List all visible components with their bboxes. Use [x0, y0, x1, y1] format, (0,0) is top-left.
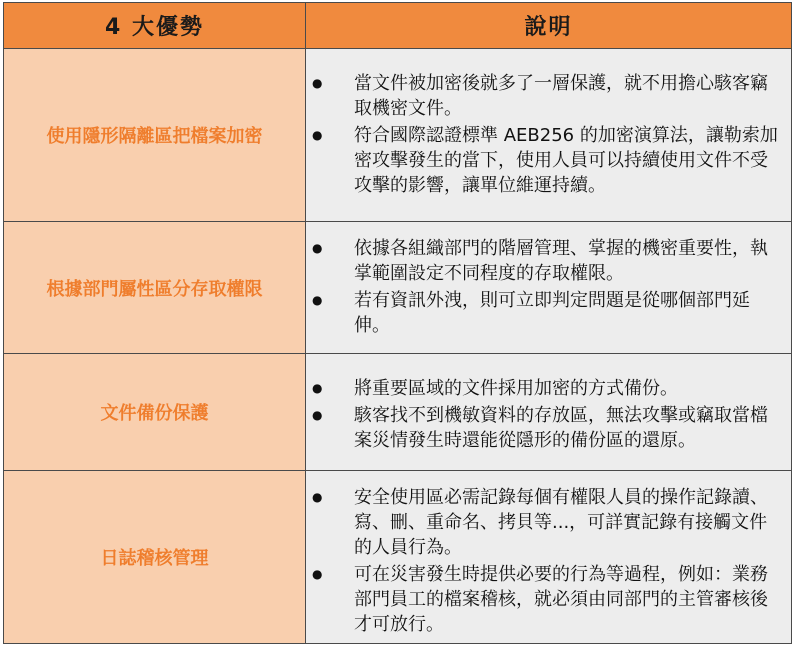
list-item: ● 安全使用區必需記錄每個有權限人員的操作記錄讀、寫、刪、重命名、拷貝等...，可詳實記錄有接觸文件的人員行為。	[312, 487, 768, 558]
bullet-icon: ●	[312, 241, 323, 255]
bullet-icon: ●	[312, 408, 323, 422]
row-label-2: 根據部門屬性區分存取權限	[4, 222, 306, 354]
list-item: ● 駭客找不到機敏資料的存放區，無法攻擊或竊取當檔案災情發生時還能從隱形的備份區的還原。	[312, 405, 768, 451]
list-item: ● 將重要區域的文件採用加密的方式備份。	[312, 378, 678, 399]
row-desc-1	[306, 49, 791, 222]
row-label-3: 文件備份保護	[4, 354, 306, 471]
row-desc-3	[306, 354, 791, 471]
row-desc-2	[306, 222, 791, 354]
bullet-icon: ●	[312, 293, 323, 307]
bullet-icon: ●	[312, 128, 323, 142]
bullet-icon: ●	[312, 76, 323, 90]
row-label-1: 使用隱形隔離區把檔案加密	[4, 49, 306, 222]
list-item: ● 符合國際認證標準 AEB256 的加密演算法，讓勒索加密攻擊發生的當下，使用人員可以持續使用文件不受攻擊的影響，讓單位維運持續。	[312, 125, 778, 196]
bullet-list-3	[306, 376, 781, 453]
bullet-list-1	[306, 71, 781, 198]
bullet-icon: ●	[312, 567, 323, 581]
list-item: ● 當文件被加密後就多了一層保護，就不用擔心駭客竊取機密文件。	[312, 73, 768, 119]
bullet-icon: ●	[312, 381, 323, 395]
bullet-list-2	[306, 236, 781, 338]
list-item: ● 依據各組織部門的階層管理、掌握的機密重要性，執掌範圍設定不同程度的存取權限。	[312, 238, 768, 284]
header-advantages: 4 大優勢	[4, 3, 306, 49]
header-description: 說明	[306, 3, 791, 49]
bullet-icon: ●	[312, 490, 323, 504]
row-desc-4	[306, 471, 791, 643]
row-label-4: 日誌稽核管理	[4, 471, 306, 643]
bullet-list-4	[306, 485, 781, 637]
list-item: ● 可在災害發生時提供必要的行為等過程，例如：業務部門員工的檔案稽核，就必須由同部門的主管審核後才可放行。	[312, 564, 768, 635]
advantages-table	[3, 2, 792, 644]
list-item: ● 若有資訊外洩，則可立即判定問題是從哪個部門延伸。	[312, 290, 750, 336]
